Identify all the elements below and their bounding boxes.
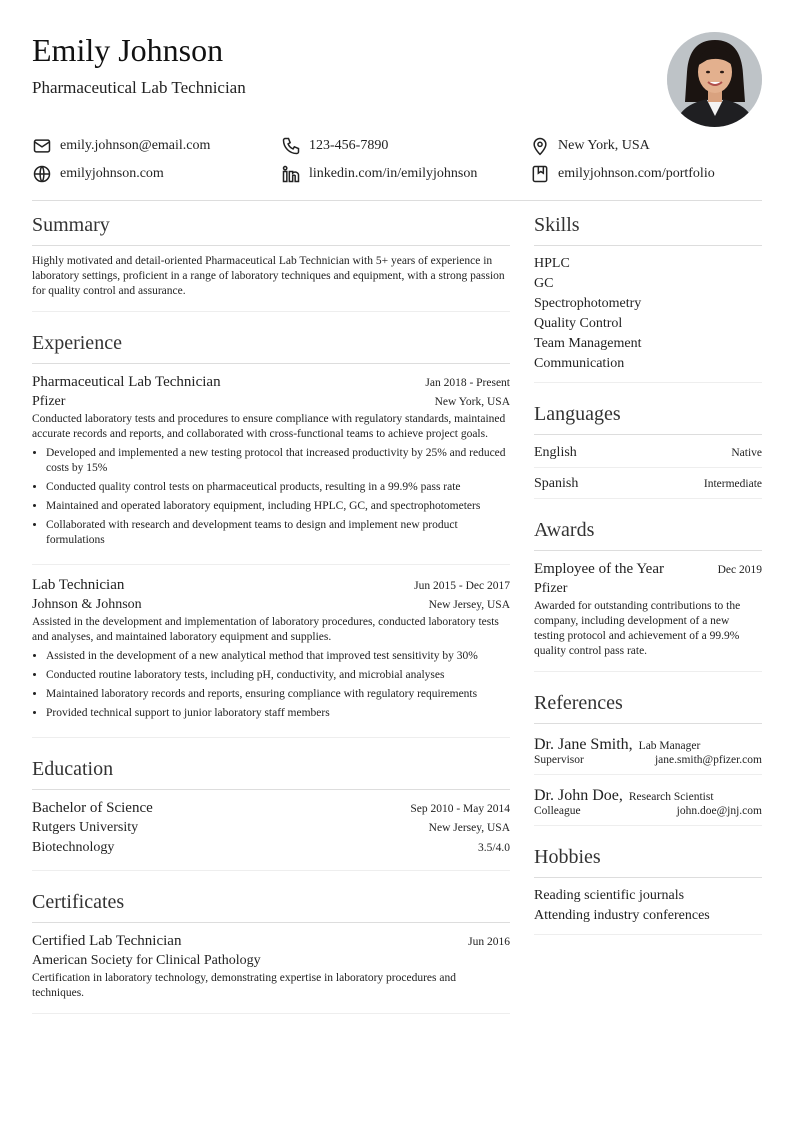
job-title: Pharmaceutical Lab Technician [32,78,246,97]
bullet-item: • Maintained and operated laboratory equipment, including HPLC, GC, and spectrophotometers [46,499,510,514]
summary-heading: Summary [32,206,510,246]
skill-item: HPLC [534,256,570,271]
languages-heading: Languages [534,395,762,435]
job-entry [32,564,510,737]
education-heading: Education [32,750,510,790]
experience-section [32,324,510,738]
email-text: emily.johnson@email.com [60,138,211,153]
language-item [534,474,762,499]
certificate-description: Certification in laboratory technology, demonstrating expertise in laboratory procedures and techniques. [32,972,456,999]
full-name: Emily Johnson [32,32,224,68]
award-org: Pfizer [534,581,568,596]
location-text: New York, USA [558,138,650,153]
job-title: Lab Technician [32,577,125,593]
job-description: Assisted in the development and implementation of laboratory procedures, conducted laboratory tests and analyses, and maintained laboratory equipment and supplies. [32,616,499,643]
education-section [32,750,510,871]
bullet-item: • Developed and implemented a new testing protocol that increased productivity by 25% and reduced costs by 15% [46,446,510,476]
website-text: emilyjohnson.com [60,166,164,181]
bullet-item: • Conducted quality control tests on pharmaceutical products, resulting in a 99.9% pass rate [46,480,510,495]
field-of-study: Biotechnology [32,840,115,855]
contact-linkedin[interactable] [281,164,477,184]
language-level: Native [731,447,762,459]
right-column [534,206,762,947]
award-title: Employee of the Year [534,561,664,577]
reference-role: Lab Manager [638,740,701,752]
experience-heading: Experience [32,324,510,364]
linkedin-text: linkedin.com/in/emilyjohnson [309,166,478,181]
map-pin-icon [530,136,550,156]
resume-header [32,28,762,128]
school: Rutgers University [32,820,139,835]
resume-page [32,28,762,999]
reference-item [534,732,762,775]
job-company: Johnson & Johnson [32,597,142,612]
phone-icon [281,136,301,156]
summary-text: Highly motivated and detail-oriented Pharmaceutical Lab Technician with 5+ years of experience in laboratory settings, proficient in a range of laboratory techniques and equipment, with a strong passion for quality control and assurance. [32,255,505,297]
bullet-item: • Conducted routine laboratory tests, including pH, conductivity, and microbial analyses [46,668,510,683]
mail-icon [32,136,52,156]
school-location: New Jersey, USA [428,822,510,834]
references-heading: References [534,684,762,724]
phone-text: 123-456-7890 [309,138,389,153]
skills-section [534,206,762,383]
reference-item [534,783,762,826]
language-name: English [534,445,577,460]
skills-heading: Skills [534,206,762,246]
reference-relation: Supervisor [534,754,584,766]
languages-section [534,395,762,499]
language-level: Intermediate [703,478,762,490]
bullet-item: • Provided technical support to junior laboratory staff members [46,706,510,721]
language-item [534,443,762,468]
hobby-item: Attending industry conferences [534,908,710,923]
degree: Bachelor of Science [32,800,153,816]
references-section [534,684,762,826]
portfolio-text: emilyjohnson.com/portfolio [558,166,715,181]
skill-item: Team Management [534,336,642,351]
skill-item: Quality Control [534,316,623,331]
contact-portfolio[interactable] [530,164,715,184]
skill-item: GC [534,276,554,291]
award-description: Awarded for outstanding contributions to the company, including development of a new testing protocol and achievement of a 99.9% quality control pass rate. [534,600,741,657]
certificate-name: Certified Lab Technician [32,933,182,949]
hobbies-heading: Hobbies [534,838,762,878]
awards-heading: Awards [534,511,762,551]
contact-location [530,136,650,156]
job-bullets [32,649,510,721]
reference-name: Dr. Jane Smith, [534,736,633,753]
job-description: Conducted laboratory tests and procedures to ensure compliance with regulatory standards, maintained accurate records and reports, and collaborated with cross-functional teams to achieve project goals. [32,413,506,440]
job-entry [32,372,510,564]
language-name: Spanish [534,476,579,491]
summary-section [32,206,510,312]
certificates-section [32,883,510,1014]
job-location: New York, USA [434,396,510,408]
hobbies-section [534,838,762,935]
skill-item: Communication [534,356,625,371]
job-title: Pharmaceutical Lab Technician [32,374,221,390]
portfolio-icon [530,164,550,184]
reference-email[interactable]: jane.smith@pfizer.com [654,754,762,766]
bullet-item: • Maintained laboratory records and reports, ensuring compliance with regulatory requirements [46,687,510,702]
contact-email[interactable] [32,136,210,156]
avatar [667,32,762,127]
job-bullets [32,446,510,548]
awards-section [534,511,762,672]
job-dates: Jan 2018 - Present [425,377,510,389]
job-location: New Jersey, USA [428,599,510,611]
job-company: Pfizer [32,394,66,409]
certificate-date: Jun 2016 [468,936,510,948]
certificate-issuer: American Society for Clinical Pathology [32,953,261,968]
globe-icon [32,164,52,184]
reference-relation: Colleague [534,805,581,817]
reference-email[interactable]: john.doe@jnj.com [676,805,762,817]
award-date: Dec 2019 [717,564,762,576]
job-dates: Jun 2015 - Dec 2017 [414,580,510,592]
bullet-item: • Collaborated with research and development teams to design and implement new product formulations [46,518,510,548]
header-divider [32,200,762,201]
gpa: 3.5/4.0 [478,842,510,854]
reference-role: Research Scientist [628,791,714,803]
hobby-item: Reading scientific journals [534,888,685,903]
left-column [32,206,510,1026]
reference-name: Dr. John Doe, [534,787,623,804]
bullet-item: • Assisted in the development of a new analytical method that improved test sensitivity by 30% [46,649,510,664]
skill-item: Spectrophotometry [534,296,642,311]
contact-phone[interactable] [281,136,388,156]
education-dates: Sep 2010 - May 2014 [410,803,510,815]
certificates-heading: Certificates [32,883,510,923]
contact-website[interactable] [32,164,164,184]
linkedin-icon [281,164,301,184]
